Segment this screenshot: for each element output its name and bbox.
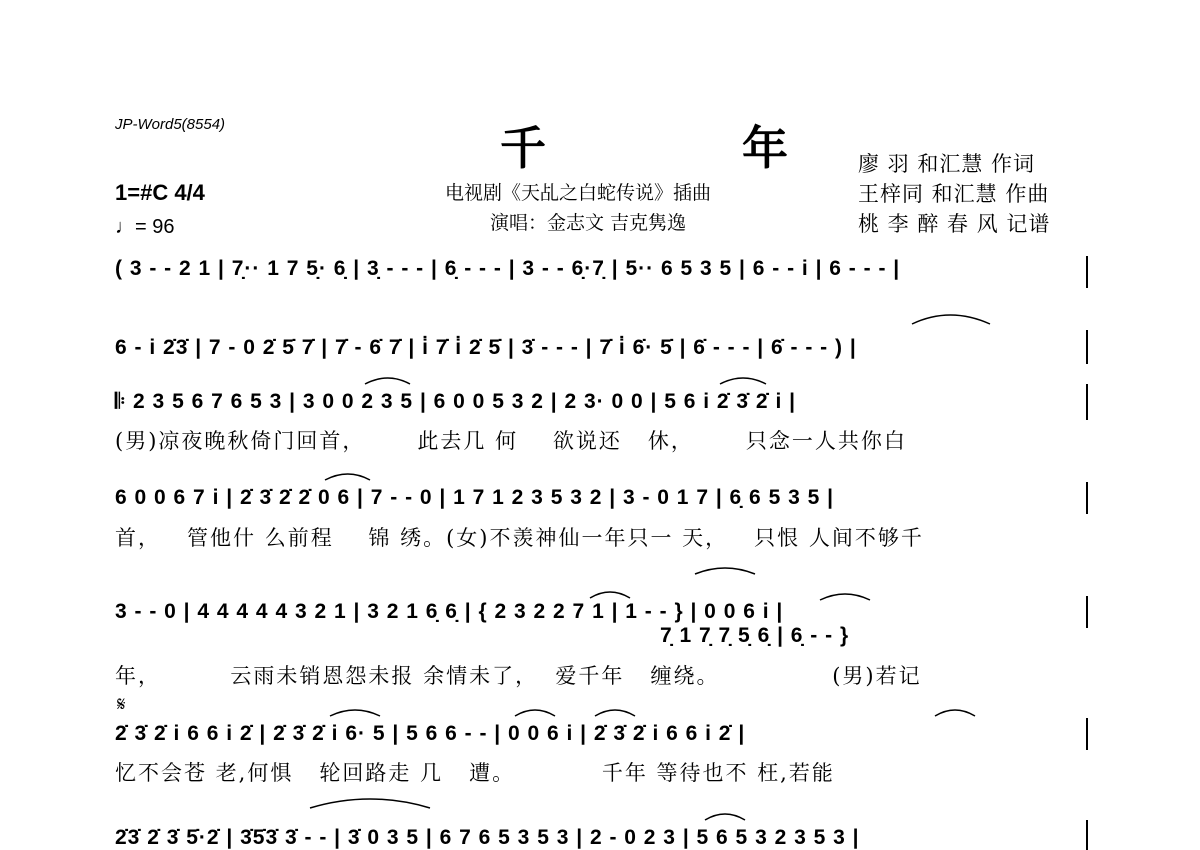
tempo-mark: ♩= 96 — [115, 216, 175, 238]
lyric-row-5: 年， 云雨未销恩怨未报 余情未了， 爱千年 缠绕。 (男)若记 — [115, 664, 922, 688]
segno-sign: 𝄋 — [117, 692, 126, 716]
lyric-row-4: 首， 管他什 么前程 锦 绣。(女)不羡神仙一年只一 天， 只恨 人间不够千 — [115, 526, 924, 550]
notation-row-5: 3 - - 0 | 4 4 4 4 4 3 2 1 | 3 2 1 6̣ 6̣ | { 2 3 2 2 7 1 | 1 - - } | 0 0 6 i | — [115, 600, 784, 623]
subtitle: 电视剧《天乩之白蛇传说》插曲 — [445, 182, 712, 204]
notation-row-4: 6 0 0 6 7 i | 2̇ 3̇ 2̇ 2̇ 0 6 | 7 - - 0 | 1 7 1 2 3 5 3 2 | 3 - 0 1 7 | 6̣ 6 5 3 5 | — [115, 486, 834, 509]
lyric-row-6: 忆不会苍 老,何惧 轮回路走 几 遭。 千年 等待也不 枉,若能 — [115, 761, 835, 785]
key-signature: 1=#C 4/4 — [115, 180, 205, 205]
lyricist-credit: 廖 羽 和汇慧 作词 — [858, 152, 1036, 176]
notation-row-1: ( 3 - - 2 1 | 7̣·· 1 7 5̣· 6̣ | 3̣ - - - | 6̣ - - - | 3 - - 6̣·7̣ | 5·· 6 5 3 5 | 6 - - i | 6 - - - | — [115, 257, 901, 280]
singers: 演唱：金志文 吉克隽逸 — [490, 212, 687, 234]
composer-credit: 王梓同 和汇慧 作曲 — [858, 182, 1050, 206]
software-label: JP-Word5(8554) — [115, 116, 226, 133]
transcriber-credit: 桃 李 醉 春 风 记谱 — [858, 212, 1051, 236]
song-title: 千 年 — [500, 121, 879, 175]
notation-row-6: 2̇ 3̇ 2̇ i 6 6 i 2̇ | 2̇ 3̇ 2̇ i 6· 5 | 5 6 6 - - | 0 0 6 i | 2̇ 3̇ 2̇ i 6 6 i 2̇ | — [115, 722, 746, 745]
notation-row-3: 𝄆 2 3 5 6 7 6 5 3 | 3 0 0 2 3 5 | 6 0 0 5 3 2 | 2 3· 0 0 | 5 6 i 2̇ 3̇ 2̇ i | — [115, 390, 796, 413]
notation-row-5-lower: 7̣ 1 7̣ 7̣ 5̣ 6̣ | 6̣ - - } — [660, 624, 850, 647]
notation-row-2: 6 - i 2̇3̇ | 7 - 0 2̇ 5̇ 7̇ | 7̇ - 6̇ 7̇ | i̇ 7̇ i̇ 2̇ 5̇ | 3̇ - - - | 7̇ i̇ 6̇· 5̇ | 6̇ - - - | 6̇ - - - ) | — [115, 336, 857, 359]
lyric-row-3: (男)凉夜晚秋倚门回首， 此去几 何 欲说还 休， 只念一人共你白 — [115, 429, 907, 453]
notation-row-7: 2̇3̇ 2̇ 3̇ 5̇·2̇ | 3̇5̇3̇ 3̇ - - | 3̇ 0 3 5 | 6 7 6 5 3 5 3 | 2 - 0 2 3 | 5 6 5 3 2 3 5 3 | — [115, 826, 860, 849]
